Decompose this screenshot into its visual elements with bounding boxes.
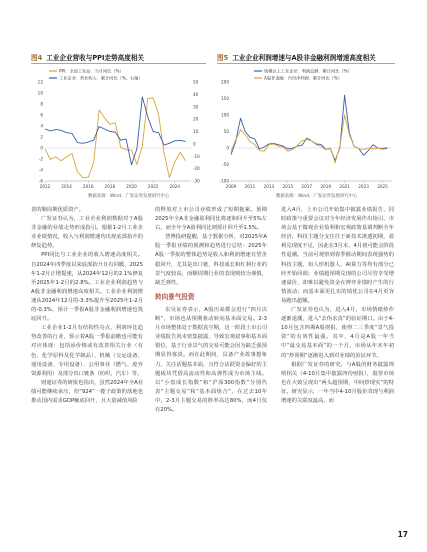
legend-label-1: 规模以上工业企业：利润总额：累计同比（%） xyxy=(264,68,352,74)
y-left-tick-label: -50 xyxy=(222,162,229,167)
section-heading: 转向景气投资 xyxy=(155,292,195,301)
paragraph: 工业企业1-2月有结构性亮点，利润环比趋势改善的行业，预示着A股一季报前瞻也可能有对应体现：包括添价格或有改善相关行业（有色、化学原料及化学制品）、机械（交运设备、通用设备、专用设备）、公用事业（燃气、废弃资源利用）及部分出口链条（纺织、汽车）等。 xyxy=(31,325,143,377)
y-left-tick-label: 12 xyxy=(37,79,43,85)
figure-5-number: 图5 xyxy=(217,54,229,62)
x-tick-label: 2015 xyxy=(282,184,294,189)
paragraph: 慧博投研提醒，基于数据分析，对2025年A股一季报业绩的预测和趋势进行总结：2025年A股一季报的整体趋势是收入和利润增速有望企稳回升，尤其是出口链、科技成长和红利行业的景气度较高，而顺周期行业的表现则较为谨慎，缺乏弹性。 xyxy=(155,234,267,286)
y-left-tick-label: 0 xyxy=(40,145,43,151)
y-left-tick-label: 4 xyxy=(40,123,43,129)
y-left-tick-label: 6 xyxy=(40,112,43,118)
paragraph: 的释放对上市公司业绩形成了短期拖累。预期2025年全A非金融盈利同比将逐和回升至5%左右，而全年全A盈利同比则预计回升至1.5%。 xyxy=(155,207,267,232)
x-tick-label: 2012 xyxy=(39,184,51,189)
x-tick-label: 2011 xyxy=(244,184,256,189)
y-left-tick-label: 0 xyxy=(226,145,229,151)
x-tick-label: 2022 xyxy=(147,184,159,189)
x-tick-label: 2017 xyxy=(301,184,313,189)
series-line-1 xyxy=(45,98,186,178)
y-left-tick-label: 50 xyxy=(223,129,229,134)
y-left-tick-label: 2 xyxy=(40,134,43,140)
x-tick-label: 2025 xyxy=(377,184,388,189)
legend-label-1: PPI：全部工业品：当月同比（%） xyxy=(59,68,124,74)
text-column-right xyxy=(281,206,394,406)
y-right-tick-label: 10 xyxy=(193,129,199,134)
paragraph: 财通证券的研报也指出，虽然2024年全A业绩可能继续承压，但“924”一揽子政策的落地也推动国内需求GDP触底回升，且大量减值风险 xyxy=(31,379,143,404)
x-tick-label: 2014 xyxy=(61,184,72,189)
legend-label-2: A股非金融：归母净利润：累计同比（%） xyxy=(264,75,343,81)
y-left-tick-label: -2 xyxy=(38,156,43,162)
y-right-tick-label: 50 xyxy=(193,79,199,85)
x-tick-label: 2023 xyxy=(358,184,369,189)
y-left-tick-label: -6 xyxy=(38,178,43,184)
paragraph: 广发证券认为，工业企业利润数据对于A股非金融的业绩走势形成指引。根据1-2月工业企业业绩情况，收入与利润增速均出现底部抬升的修复趋势。 xyxy=(31,216,143,250)
x-tick-label: 2021 xyxy=(339,184,350,189)
y-left-tick-label: 200 xyxy=(221,79,229,85)
x-tick-label: 2013 xyxy=(263,184,275,189)
x-tick-label: 2009 xyxy=(225,184,237,189)
text-column-middle xyxy=(155,206,267,415)
y-left-tick-label: -4 xyxy=(38,167,43,173)
x-tick-label: 2024 xyxy=(169,184,181,189)
legend-label-2: 工业企业：营业收入：累计同比（%，右轴） xyxy=(59,75,143,81)
series-line-1 xyxy=(231,95,387,160)
y-right-tick-label: -20 xyxy=(193,166,200,172)
figure-5-title xyxy=(217,52,376,62)
figure-4-number: 图4 xyxy=(31,54,43,62)
figure-4-chart xyxy=(31,66,207,192)
paragraph: 东吴证券表示，A股历来都会进行“四月决断”，市场也从预期驱动转向基本面交易。2-3月市场整体处于数据真空期，这一阶段上市公司业绩报告尚未密集披露，导致宏观叙事和基本面错位，基于行业景气的交易可能会因为缺乏强预期显得寡淡。而在此期间，具备产业故事想象力、关注话题基本面，且符合活跃资金偏好的主题板块凭借高流动性和高弹性成为市场主线。以“小盘成长指数”和“沪深300指数”分别代表“主题交易”和“基本面组合”，在过去10年中，2-3月主题交易的胜率高达80%，而4月仅有20%。 xyxy=(155,306,267,413)
y-right-tick-label: 30 xyxy=(193,104,199,110)
figure-4-rule xyxy=(31,63,206,64)
figure-4-title xyxy=(31,52,144,62)
x-tick-label: 2016 xyxy=(82,184,94,189)
y-left-tick-label: 8 xyxy=(40,101,43,107)
y-left-tick-label: 150 xyxy=(221,96,229,101)
paragraph: 广发证券也认为，进入4月，市场情绪炒作逐渐退潮，进入“去伪求真”的验证期口。由于4-10月包含四期A股财报，使得二三季度“景气投资”的有效性最强。其中，4月是A股一年当中“最交易基本面”的一个月，市场从年末年初的“炒预期”逐渐进入到对业绩的验证环节。 xyxy=(281,307,394,359)
page-number: 17 xyxy=(397,530,408,539)
x-tick-label: 2018 xyxy=(104,184,116,189)
y-right-tick-label: 40 xyxy=(193,91,199,97)
x-tick-label: 2019 xyxy=(320,184,332,189)
figure-5-title-text: 工业企业利润增速与A股非金融利润增速高度相关 xyxy=(232,54,376,62)
y-left-tick-label: 100 xyxy=(221,112,229,118)
paragraph: 善的顺周期优质资产。 xyxy=(31,207,84,213)
figure-4-source: 数据来源：Wind，广发证券发展研究中心 xyxy=(88,194,170,199)
y-left-tick-label: -100 xyxy=(219,178,229,184)
y-left-tick-label: 10 xyxy=(37,90,43,96)
text-column-left xyxy=(31,206,143,406)
figure-5-rule xyxy=(217,63,395,64)
paragraph: 根据广发证券的研究，与A股的财务披露规则相关（4-10月集中披露四份财报），股票市场也在大致呈现出“两头超预期，中间炒现实”的特征。研究显示，一年当中4-10月股价表现与利润增速的关联度最高，而 xyxy=(281,361,394,404)
y-right-tick-label: 0 xyxy=(193,141,196,147)
y-right-tick-label: -10 xyxy=(193,153,200,159)
x-tick-label: 2020 xyxy=(126,184,137,189)
figure-5-chart xyxy=(214,66,398,192)
figure-5-source: 数据来源：Wind，广发证券发展研究中心 xyxy=(276,194,358,199)
figure-4-title-text: 工业企业营收与PPI走势高度相关 xyxy=(46,54,145,62)
paragraph: PPI同比与工业企业的收入增速高度相关。自2024年四季度以来底部抬升且有回暖，2025年1-2月正增提速，从2024年12月的2.1%修复至2025年1-2月的2.8%。工业企业利润趋势与A股非金融利润增速高度相关。工业企业利润增速从2024年12月的-3.3%提升至2025年1-2月的-0.3%，预计一季报A股非金融利润增速也筑底回升。 xyxy=(31,252,143,323)
y-right-tick-label: 20 xyxy=(193,116,199,122)
y-right-tick-label: -30 xyxy=(193,178,200,184)
paragraph: 进入4月，上市公司开始集中披露业绩报告，同时政策与重要会议对全年经济发展作出指引，市场会基于微观企业盈利和宏观政策基调判断全年经济。科技主题分支往往于新技术渗透初期，盈利兑现度不足，因此在3月末、4月初可能会阶段性退潮。当前可观察到春季催动期间表现强势的科技主题，如人形机器人、AI算力等均有部分已经开始回调；业绩超预期兑现的公司尽管享受增速溢价，却难以避免资金在博弈业绩时产生的行情波动；而基本面更扎实的绩优公司在4月更容易跑出超额。 xyxy=(281,207,394,304)
